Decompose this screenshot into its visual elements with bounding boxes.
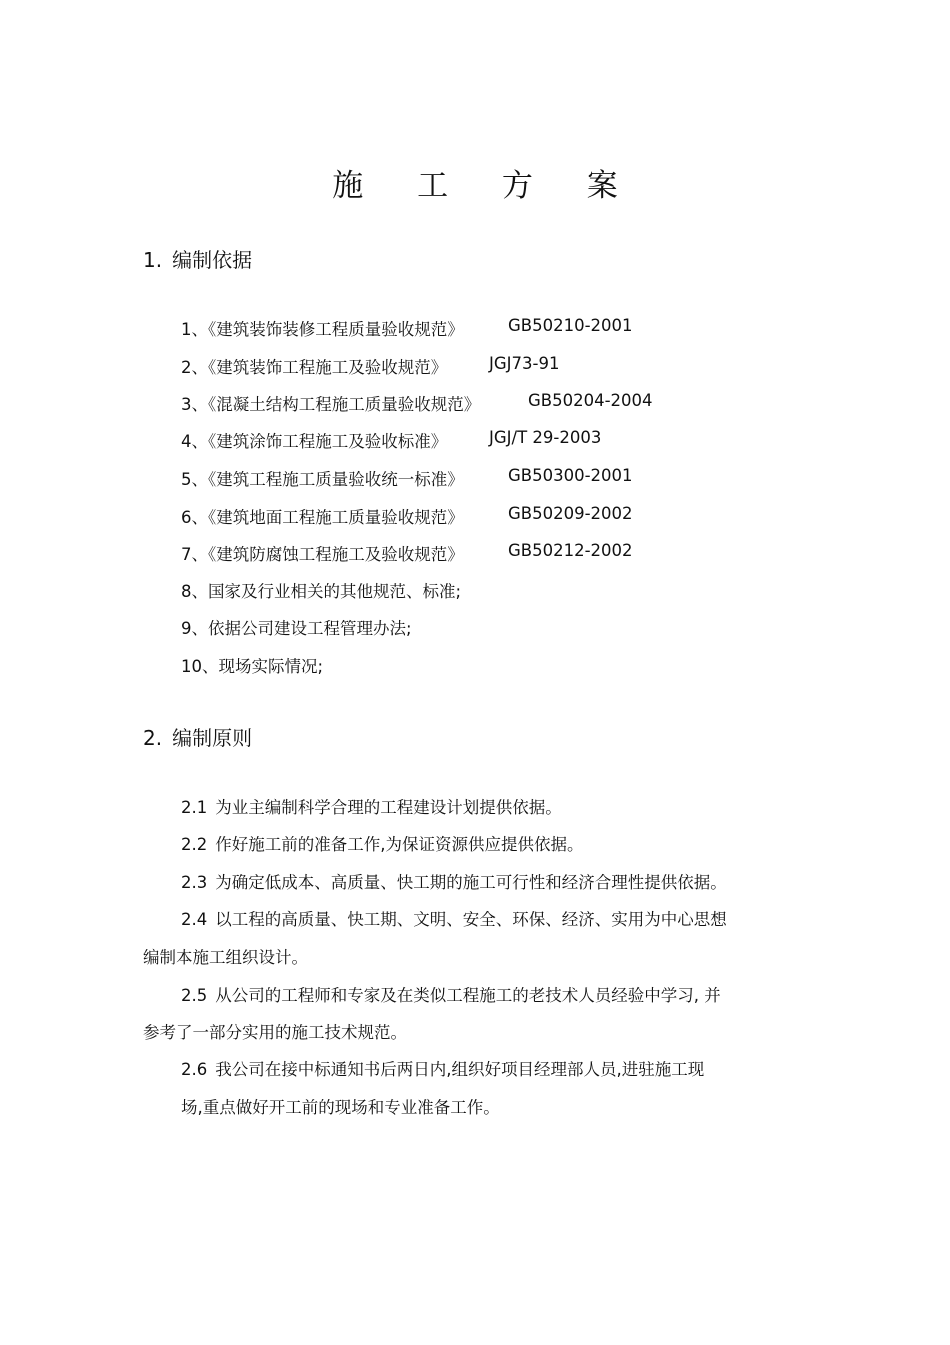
paragraph bbox=[181, 794, 562, 818]
reference-title: 3、《混凝土结构工程施工质量验收规范》 bbox=[181, 395, 481, 414]
reference-title: 5、《建筑工程施工质量验收统一标准》 bbox=[181, 470, 464, 489]
section-heading-2 bbox=[143, 722, 252, 751]
section-heading-1 bbox=[143, 244, 252, 273]
reference-title: 6、《建筑地面工程施工质量验收规范》 bbox=[181, 508, 464, 527]
section-title: 编制依据 bbox=[172, 248, 253, 272]
reference-code: GB50204-2004 bbox=[528, 391, 653, 410]
reference-title: 2、《建筑装饰工程施工及验收规范》 bbox=[181, 358, 448, 377]
paragraph-continuation: 参考了一部分实用的施工技术规范。 bbox=[143, 1023, 407, 1042]
paragraph-text: 为业主编制科学合理的工程建设计划提供依据。 bbox=[215, 798, 562, 817]
list-item bbox=[181, 578, 461, 602]
list-item bbox=[181, 354, 560, 378]
paragraph-number: 2.5 bbox=[181, 986, 208, 1005]
reference-code: GB50212-2002 bbox=[508, 541, 633, 560]
paragraph bbox=[181, 869, 727, 893]
section-number: 1. bbox=[143, 248, 163, 272]
reference-title: 8、国家及行业相关的其他规范、标准; bbox=[181, 582, 462, 601]
list-item bbox=[181, 428, 602, 452]
paragraph-text: 作好施工前的准备工作,为保证资源供应提供依据。 bbox=[215, 835, 584, 854]
reference-title: 1、《建筑装饰装修工程质量验收规范》 bbox=[181, 320, 464, 339]
reference-title: 4、《建筑涂饰工程施工及验收标准》 bbox=[181, 432, 448, 451]
list-item bbox=[181, 391, 653, 415]
paragraph bbox=[181, 831, 584, 855]
reference-title: 10、现场实际情况; bbox=[181, 657, 324, 676]
reference-title: 9、依据公司建设工程管理办法; bbox=[181, 619, 412, 638]
section-number: 2. bbox=[143, 726, 163, 750]
paragraph-number: 2.3 bbox=[181, 873, 208, 892]
list-item bbox=[181, 653, 323, 677]
page-title: 施 工 方 案 bbox=[332, 168, 640, 204]
reference-code: JGJ/T 29-2003 bbox=[489, 428, 602, 447]
reference-code: GB50209-2002 bbox=[508, 504, 633, 523]
reference-code: JGJ73-91 bbox=[489, 354, 560, 373]
paragraph bbox=[181, 982, 721, 1006]
paragraph-continuation: 编制本施工组织设计。 bbox=[143, 948, 308, 967]
paragraph bbox=[181, 906, 727, 930]
list-item bbox=[181, 504, 633, 528]
list-item bbox=[181, 316, 633, 340]
paragraph-number: 2.1 bbox=[181, 798, 208, 817]
reference-code: GB50300-2001 bbox=[508, 466, 633, 485]
list-item bbox=[181, 541, 633, 565]
reference-code: GB50210-2001 bbox=[508, 316, 633, 335]
paragraph-number: 2.2 bbox=[181, 835, 208, 854]
paragraph-number: 2.4 bbox=[181, 910, 208, 929]
paragraph-text: 我公司在接中标通知书后两日内,组织好项目经理部人员,进驻施工现 bbox=[215, 1060, 705, 1079]
paragraph-text: 为确定低成本、高质量、快工期的施工可行性和经济合理性提供依据。 bbox=[215, 873, 727, 892]
list-item bbox=[181, 615, 412, 639]
paragraph-number: 2.6 bbox=[181, 1060, 208, 1079]
paragraph-text: 从公司的工程师和专家及在类似工程施工的老技术人员经验中学习, 并 bbox=[215, 986, 721, 1005]
section-title: 编制原则 bbox=[172, 726, 253, 750]
paragraph-continuation: 场,重点做好开工前的现场和专业准备工作。 bbox=[181, 1098, 500, 1117]
list-item bbox=[181, 466, 633, 490]
reference-title: 7、《建筑防腐蚀工程施工及验收规范》 bbox=[181, 545, 464, 564]
paragraph bbox=[181, 1056, 704, 1080]
paragraph-text: 以工程的高质量、快工期、文明、安全、环保、经济、实用为中心思想 bbox=[215, 910, 727, 929]
